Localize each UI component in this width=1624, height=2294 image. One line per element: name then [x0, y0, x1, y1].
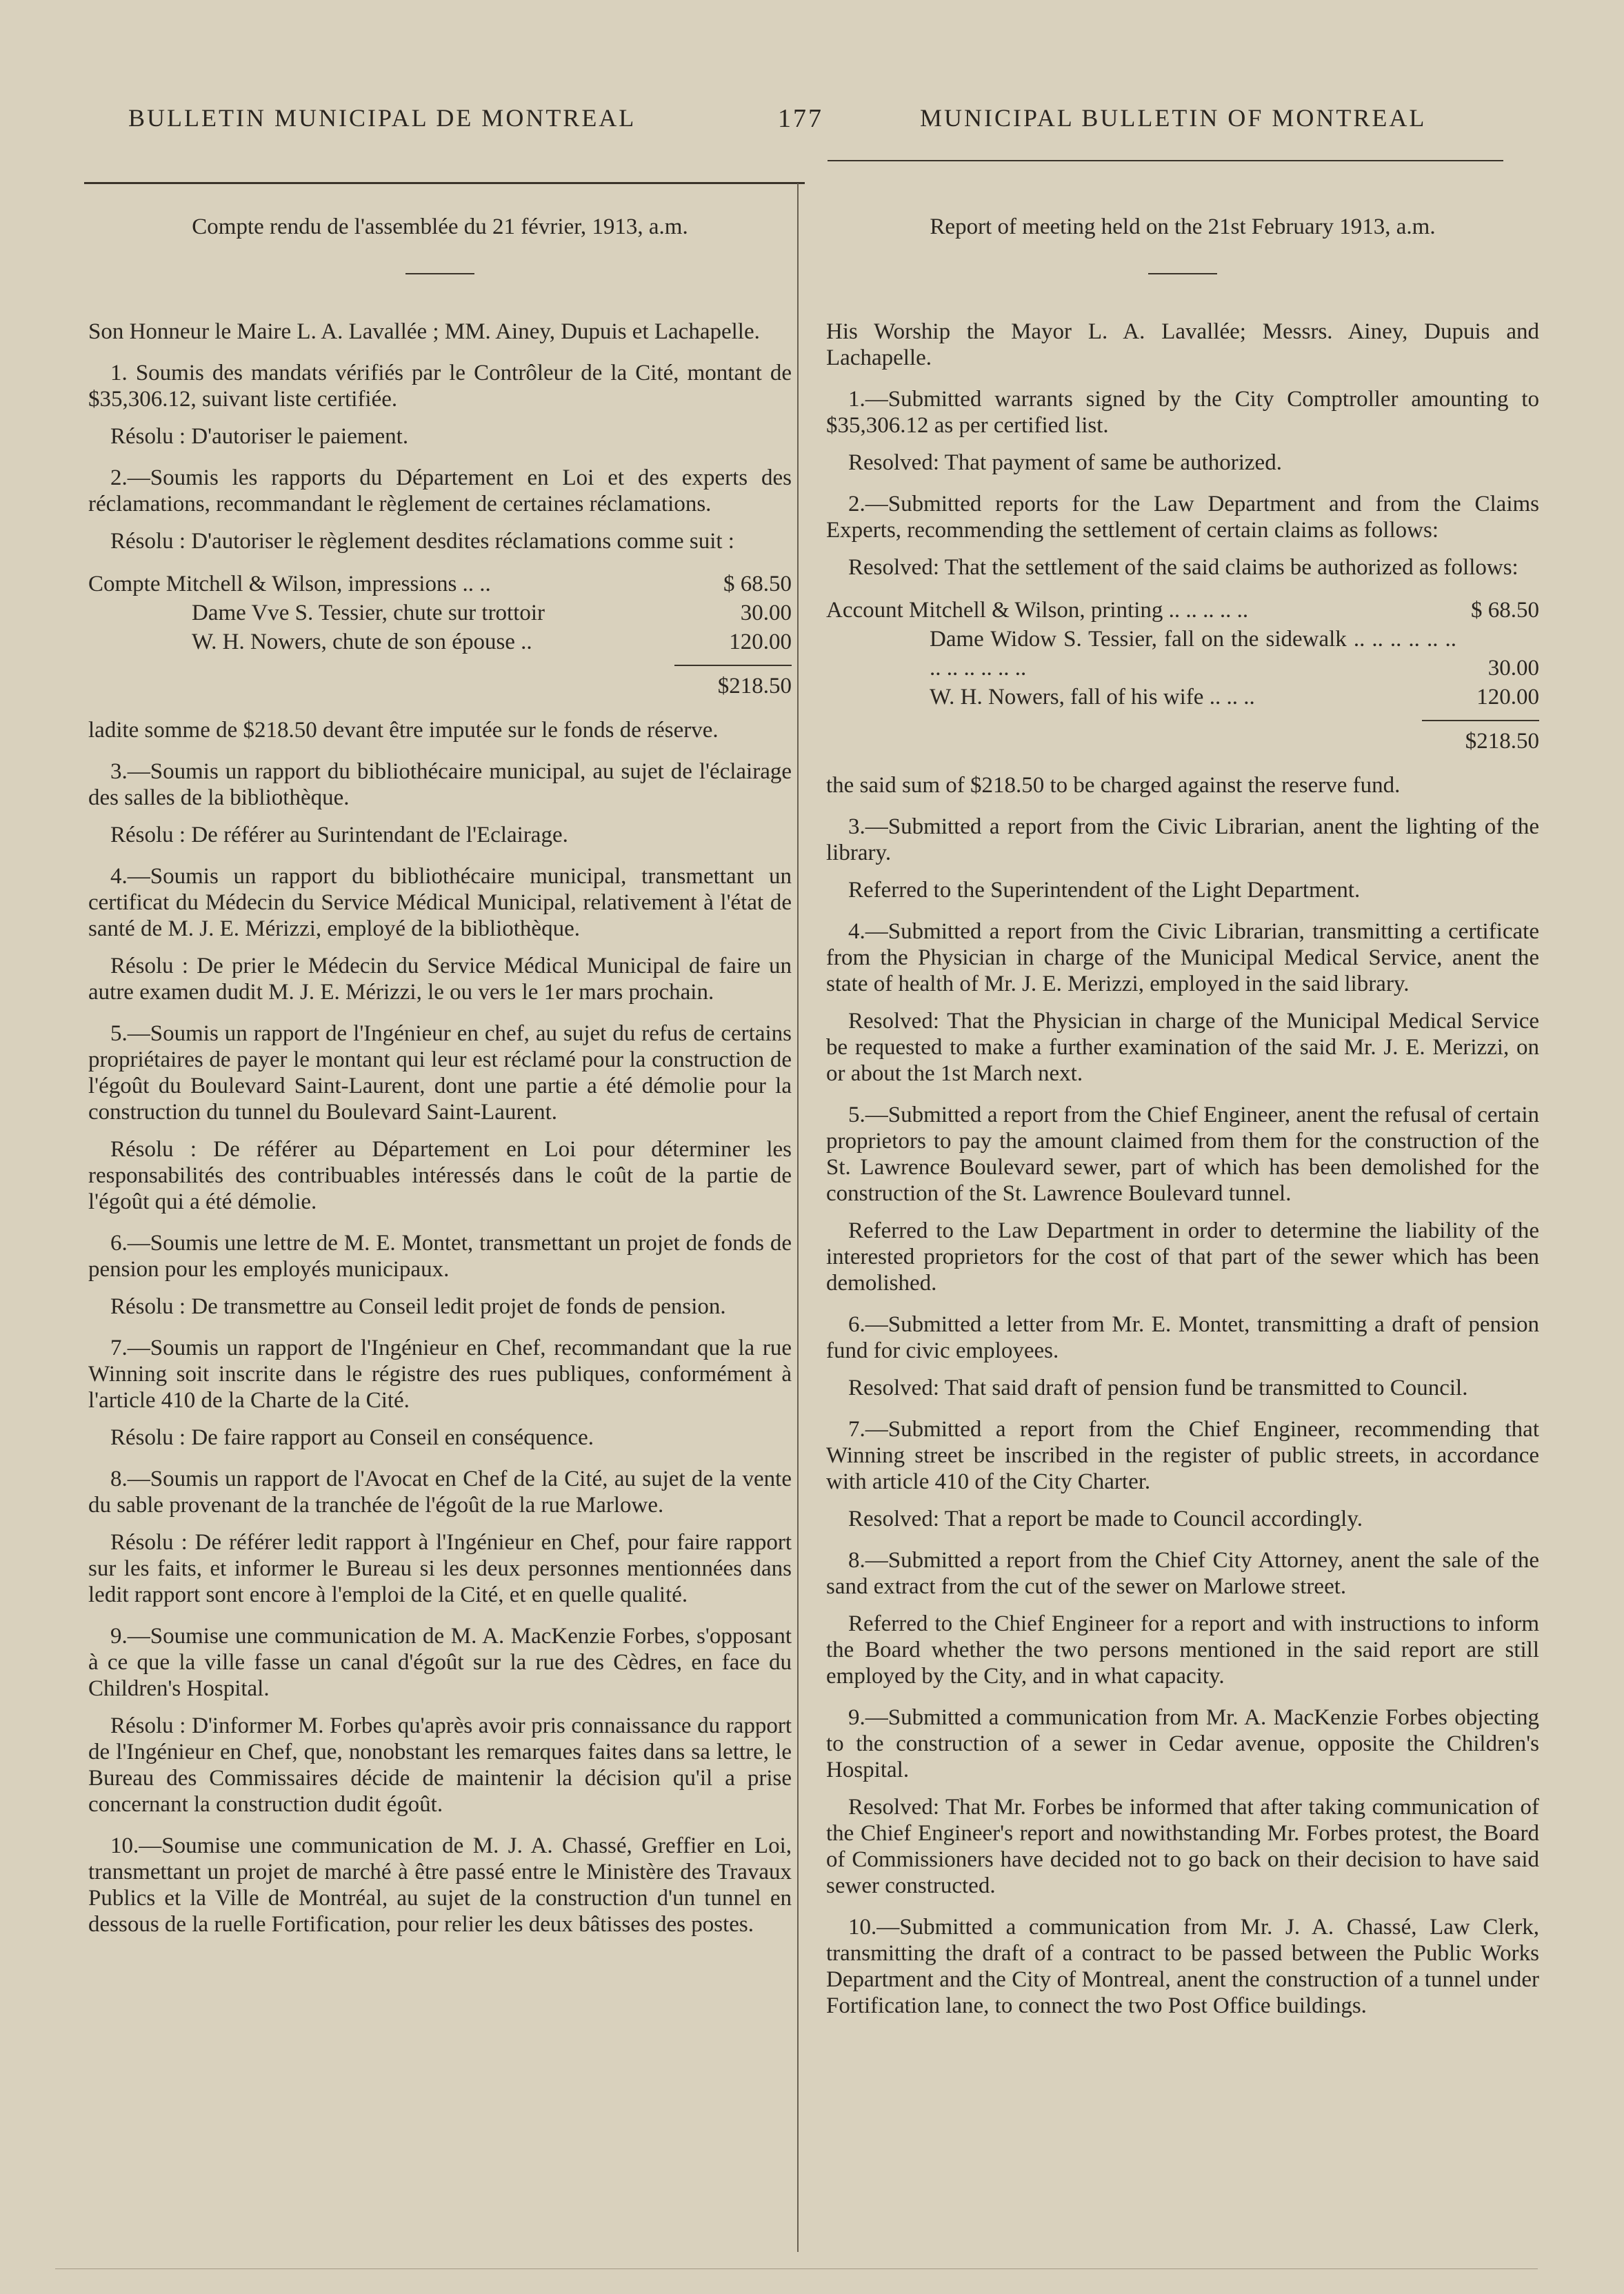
account-amount: 120.00: [1476, 685, 1539, 710]
item-8: 8.—Submitted a report from the Chief City Attorney, anent the sale of the sand extract from the cut of the sewer on Marlowe street.: [826, 1548, 1539, 1599]
resolution-3: Referred to the Superintendent of the Light Department.: [848, 878, 1361, 903]
resolution-2: Résolu : D'autoriser le règlement desdites réclamations comme suit :: [110, 529, 734, 554]
resolution-8: Résolu : De référer ledit rapport à l'Ingénieur en Chef, pour faire rapport sur les faits, et informer le Bureau si les deux personnes mentionnées dans ledit rapport sont encore à l'emploi de la Cité, et en quelle qualité.: [88, 1530, 792, 1607]
resolution-5: Résolu : De référer au Département en Loi pour déterminer les responsabilités des contribuables intéressés dans le coût de la partie de l'égoût qui a été démolie.: [88, 1137, 792, 1214]
item-1: 1. Soumis des mandats vérifiés par le Contrôleur de la Cité, montant de $35,306.12, suivant liste certifiée.: [88, 361, 792, 412]
account-label: Dame Widow S. Tessier, fall on the sidewalk .. .. .. .. .. .. .. .. .. .. .. ..: [930, 627, 1456, 681]
title-separator: [1148, 273, 1217, 274]
accounts-list: [826, 596, 1539, 754]
item-4: 4.—Submitted a report from the Civic Librarian, transmitting a certificate from the Physician in charge of the Municipal Medical Service, anent the state of health of Mr. J. E. Merizzi, employed in the said library.: [826, 919, 1539, 996]
account-total: [826, 720, 1539, 754]
item-7: 7.—Submitted a report from the Chief Engineer, recommending that Winning street be inscribed in the register of public streets, in accordance with article 410 of the City Charter.: [826, 1417, 1539, 1494]
item-8: 8.—Soumis un rapport de l'Avocat en Chef de la Cité, au sujet de la vente du sable provenant de la tranchée de l'égoût de la rue Marlowe.: [88, 1467, 792, 1518]
item-7: 7.—Soumis un rapport de l'Ingénieur en Chef, recommandant que la rue Winning soit inscrite dans le régistre des rues publiques, conformément à l'article 410 de la Charte de la Cité.: [88, 1336, 792, 1413]
account-label: W. H. Nowers, fall of his wife .. .. ..: [930, 685, 1255, 710]
item-9: 9.—Soumise une communication de M. A. MacKenzie Forbes, s'opposant à ce que la ville fasse un canal d'égoût sur la rue des Cèdres, en face du Children's Hospital.: [88, 1624, 792, 1701]
item-5: 5.—Soumis un rapport de l'Ingénieur en chef, au sujet du refus de certains propriétaires de payer le montant qui leur est réclamé pour la construction de l'égoût du Boulevard Saint-Laurent, dont une partie a été démolie pour la construction du tunnel du Boulevard Saint-Laurent.: [88, 1021, 792, 1125]
item-9: 9.—Submitted a communication from Mr. A. MacKenzie Forbes objecting to the construction of a sewer in Cedar avenue, opposite the Children's Hospital.: [826, 1705, 1539, 1782]
column-divider: [797, 183, 799, 2252]
resolution-7: Résolu : De faire rapport au Conseil en conséquence.: [110, 1425, 594, 1450]
resolution-1: Resolved: That payment of same be authorized.: [848, 450, 1282, 475]
resolution-7: Resolved: That a report be made to Council accordingly.: [848, 1507, 1363, 1531]
item-10: 10.—Submitted a communication from Mr. J. A. Chassé, Law Clerk, transmitting the draft of a contract to be passed between the Public Works Department and the City of Montreal, anent the construction of a tunnel under Fortification lane, to connect the two Post Office buildings.: [826, 1915, 1539, 2018]
resolution-5: Referred to the Law Department in order to determine the liability of the interested proprietors for the cost of that part of the sewer which has been demolished.: [826, 1218, 1539, 1296]
item-4: 4.—Soumis un rapport du bibliothécaire municipal, transmettant un certificat du Médecin du Service Médical Municipal, relativement à l'état de santé de M. J. E. Mérizzi, employé de la bibliothèque.: [88, 864, 792, 941]
account-label: W. H. Nowers, chute de son épouse ..: [192, 630, 532, 654]
account-total-value: $218.50: [674, 665, 792, 699]
item-6: 6.—Soumis une lettre de M. E. Montet, transmettant un projet de fonds de pension pour les employés municipaux.: [88, 1231, 792, 1282]
page-edge: [55, 2268, 1538, 2269]
item-2: 2.—Submitted reports for the Law Department and from the Claims Experts, recommending the settlement of certain claims as follows:: [826, 492, 1539, 543]
english-title: Report of meeting held on the 21st February 1913, a.m.: [930, 214, 1436, 239]
account-row: [826, 625, 1539, 683]
account-amount: 30.00: [740, 601, 792, 625]
french-title: Compte rendu de l'assemblée du 21 février, 1913, a.m.: [192, 214, 688, 239]
resolution-6: Resolved: That said draft of pension fund be transmitted to Council.: [848, 1376, 1468, 1400]
header-right-title: MUNICIPAL BULLETIN OF MONTREAL: [920, 104, 1427, 132]
resolution-8: Referred to the Chief Engineer for a report and with instructions to inform the Board whether the two persons mentioned in the said report are still employed by the City, and in what capacity.: [826, 1611, 1539, 1689]
resolution-4: Résolu : De prier le Médecin du Service Médical Municipal de faire un autre examen dudit M. J. E. Mérizzi, le ou vers le 1er mars prochain.: [88, 954, 792, 1005]
resolution-9: Résolu : D'informer M. Forbes qu'après avoir pris connaissance du rapport de l'Ingénieur en Chef, que, nonobstant les remarques faites dans sa lettre, le Bureau des Commissaires décide de maintenir la décision qu'il a prise concernant la construction dudit égoût.: [88, 1713, 792, 1817]
account-amount: $ 68.50: [723, 572, 792, 596]
attendance: His Worship the Mayor L. A. Lavallée; Messrs. Ainey, Dupuis and Lachapelle.: [826, 319, 1539, 370]
item-3: 3.—Soumis un rapport du bibliothécaire municipal, au sujet de l'éclairage des salles de la bibliothèque.: [88, 759, 792, 810]
resolution-1: Résolu : D'autoriser le paiement.: [110, 424, 409, 449]
page-number: 177: [778, 104, 823, 133]
english-column: [826, 200, 1539, 2034]
accounts-list: [88, 570, 792, 699]
account-row: [826, 683, 1539, 712]
resolution-4: Resolved: That the Physician in charge of the Municipal Medical Service be requested to make a further examination of the said Mr. J. E. Merizzi, on or about the 1st March next.: [826, 1009, 1539, 1086]
after-total: the said sum of $218.50 to be charged against the reserve fund.: [826, 773, 1401, 798]
item-6: 6.—Submitted a letter from Mr. E. Montet, transmitting a draft of pension fund for civic employees.: [826, 1312, 1539, 1363]
french-column: [88, 200, 792, 1953]
account-label: Account Mitchell & Wilson, printing .. .. .. .. ..: [826, 598, 1249, 623]
account-total-value: $218.50: [1422, 720, 1539, 754]
account-row: [88, 598, 792, 627]
attendance: Son Honneur le Maire L. A. Lavallée ; MM. Ainey, Dupuis et Lachapelle.: [88, 319, 760, 344]
after-total: ladite somme de $218.50 devant être imputée sur le fonds de réserve.: [88, 718, 719, 743]
title-separator: [405, 273, 474, 274]
item-2: 2.—Soumis les rapports du Département en Loi et des experts des réclamations, recommandant le règlement de certaines réclamations.: [88, 465, 792, 516]
resolution-3: Résolu : De référer au Surintendant de l'Eclairage.: [110, 823, 568, 847]
account-label: Compte Mitchell & Wilson, impressions .. ..: [88, 572, 491, 596]
item-1: 1.—Submitted warrants signed by the City Comptroller amounting to $35,306.12 as per certified list.: [826, 387, 1539, 438]
header-rule-right: [828, 160, 1503, 161]
account-amount: 30.00: [1487, 656, 1539, 681]
resolution-2: Resolved: That the settlement of the said claims be authorized as follows:: [848, 555, 1518, 580]
item-5: 5.—Submitted a report from the Chief Engineer, anent the refusal of certain proprietors to pay the amount claimed from them for the construction of the St. Lawrence Boulevard sewer, part of which has been demolished for the construction of the St. Lawrence Boulevard tunnel.: [826, 1103, 1539, 1206]
account-row: [88, 627, 792, 656]
account-amount: 120.00: [729, 630, 792, 654]
account-amount: $ 68.50: [1471, 598, 1539, 623]
header-left-title: BULLETIN MUNICIPAL DE MONTREAL: [128, 104, 636, 132]
resolution-9: Resolved: That Mr. Forbes be informed that after taking communication of the Chief Engineer's report and nowithstanding Mr. Forbes protest, the Board of Commissioners have decided not to go back on their decision to have said sewer constructed.: [826, 1795, 1539, 1898]
header-rule-left: [84, 182, 805, 184]
account-row: [88, 570, 792, 598]
account-label: Dame Vve S. Tessier, chute sur trottoir: [192, 601, 545, 625]
item-3: 3.—Submitted a report from the Civic Librarian, anent the lighting of the library.: [826, 814, 1539, 865]
item-10: 10.—Soumise une communication de M. J. A. Chassé, Greffier en Loi, transmettant un projet de marché à être passé entre le Ministère des Travaux Publics et la Ville de Montréal, au sujet de la construction d'un tunnel en dessous de la ruelle Fortification, pour relier les deux bâtisses des postes.: [88, 1833, 792, 1937]
account-row: [826, 596, 1539, 625]
resolution-6: Résolu : De transmettre au Conseil ledit projet de fonds de pension.: [110, 1294, 726, 1319]
account-total: [88, 665, 792, 699]
